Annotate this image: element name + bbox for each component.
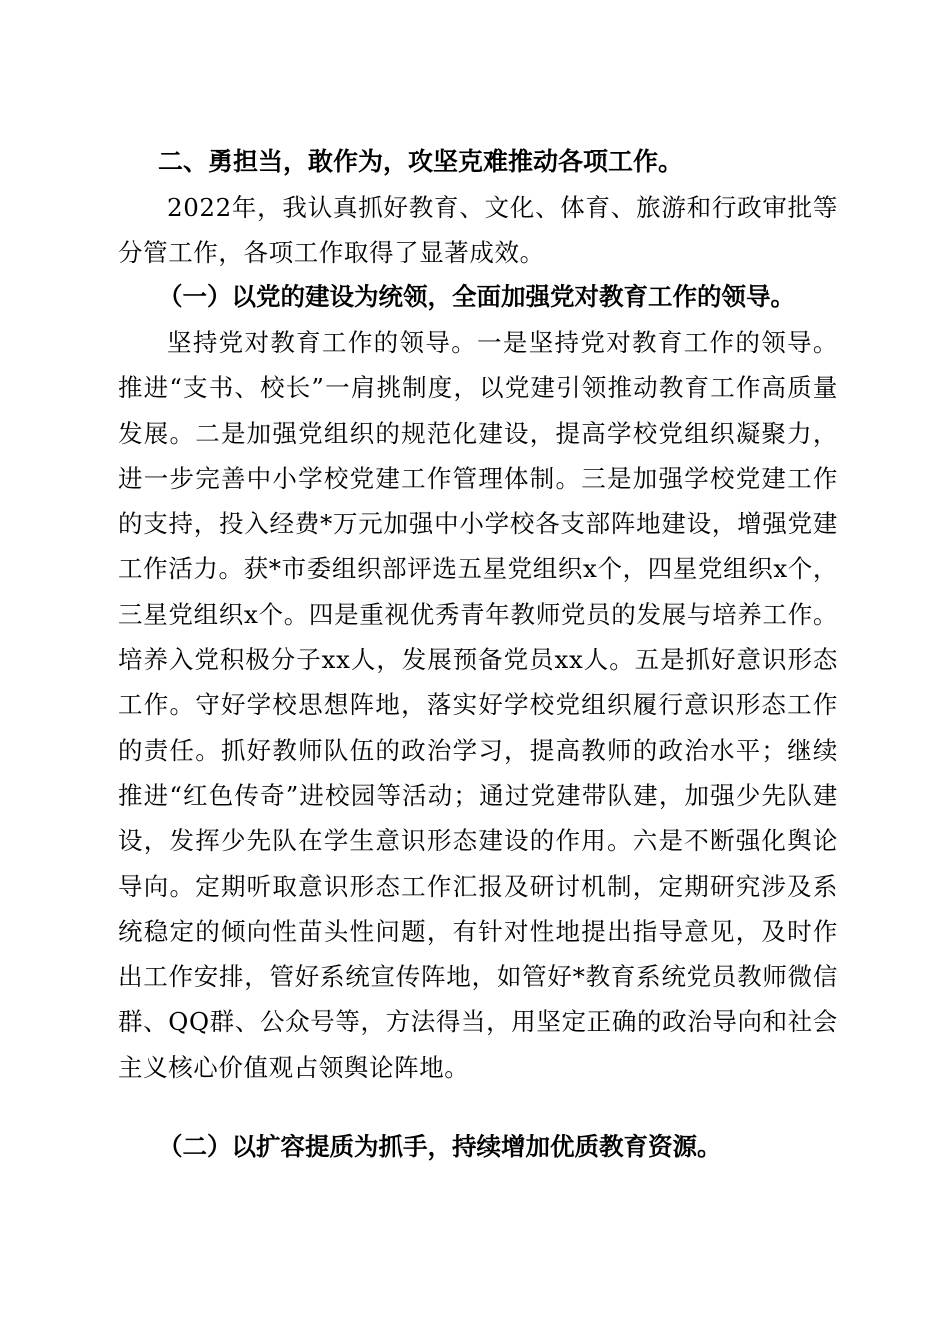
intro-paragraph: 2022年，我认真抓好教育、文化、体育、旅游和行政审批等分管工作，各项工作取得了显著成效。 [118, 193, 838, 268]
subsection-2-title: （二）以扩容提质为抓手，持续增加优质教育资源。 [158, 1132, 722, 1161]
subsection-1-title: （一）以党的建设为统领，全面加强党对教育工作的领导。 [158, 282, 795, 311]
section-heading: 二、勇担当，敢作为，攻坚克难推动各项工作。 [158, 147, 684, 176]
subsection-1-body: 坚持党对教育工作的领导。一是坚持党对教育工作的领导。推进“支书、校长”一肩挑制度，以党建引领推动教育工作高质量发展。二是加强党组织的规范化建设，提高学校党组织凝聚力，进一步完善中小学校党建工作管理体制。三是加强学校党建工作的支持，投入经费*万元加强中小学校各支部阵地建设，增强党建工作活力。获*市委组织部评选五星党组织x个，四星党组织x个，三星党组织x个。四是重视优秀青年教师党员的发展与培养工作。培养入党积极分子xx人，发展预备党员xx人。五是抓好意识形态工作。守好学校思想阵地，落实好学校党组织履行意识形态工作的责任。抓好教师队伍的政治学习，提高教师的政治水平；继续推进“红色传奇”进校园等活动；通过党建带队建，加强少先队建设，发挥少先队在学生意识形态建设的作用。六是不断强化舆论导向。定期听取意识形态工作汇报及研讨机制，定期研究涉及系统稳定的倾向性苗头性问题，有针对性地提出指导意见，及时作出工作安排，管好系统宣传阵地，如管好*教育系统党员教师微信群、QQ群、公众号等，方法得当，用坚定正确的政治导向和社会主义核心价值观占领舆论阵地。 [118, 328, 838, 1082]
